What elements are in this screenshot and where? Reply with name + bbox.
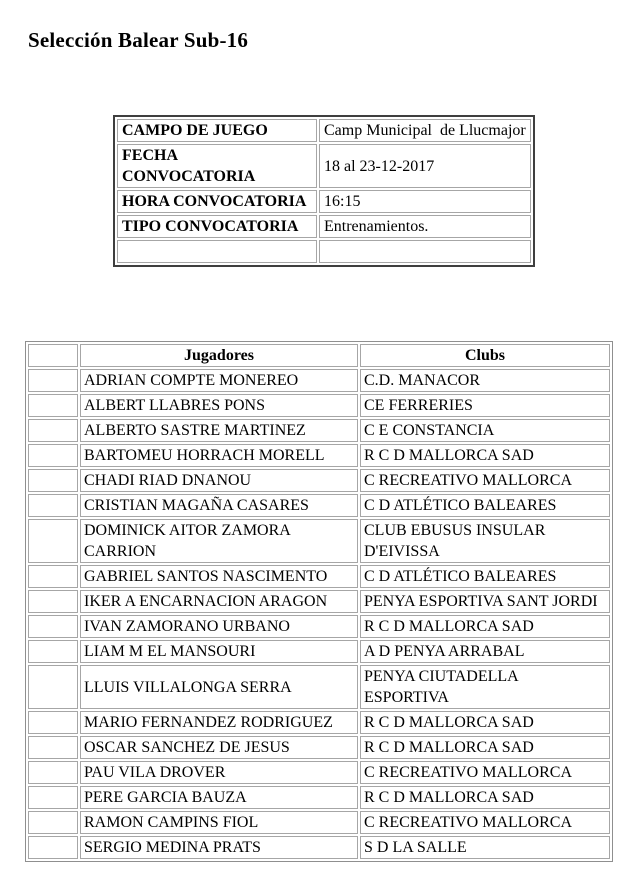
player-name-cell: SERGIO MEDINA PRATS — [80, 836, 358, 859]
player-name-cell: IKER A ENCARNACION ARAGON — [80, 590, 358, 613]
info-value-cell: Entrenamientos. — [319, 215, 531, 238]
club-name-cell: C D ATLÉTICO BALEARES — [360, 565, 610, 588]
club-name-cell: C E CONSTANCIA — [360, 419, 610, 442]
index-cell — [28, 444, 78, 467]
info-label-cell: CAMPO DE JUEGO — [117, 119, 317, 142]
clubs-column-header: Clubs — [360, 344, 610, 367]
player-row — [28, 711, 610, 734]
club-name-cell: PENYA CIUTADELLA ESPORTIVA — [360, 665, 610, 709]
player-row — [28, 444, 610, 467]
info-row — [117, 144, 531, 188]
jugadores-column-header: Jugadores — [80, 344, 358, 367]
index-cell — [28, 469, 78, 492]
club-name-cell: CE FERRERIES — [360, 394, 610, 417]
index-cell — [28, 665, 78, 709]
info-value-cell: 16:15 — [319, 190, 531, 213]
player-name-cell: CHADI RIAD DNANOU — [80, 469, 358, 492]
page-title: Selección Balear Sub-16 — [28, 28, 249, 52]
index-cell — [28, 761, 78, 784]
player-name-cell: PAU VILA DROVER — [80, 761, 358, 784]
player-row — [28, 469, 610, 492]
player-row — [28, 494, 610, 517]
index-cell — [28, 494, 78, 517]
club-name-cell: C RECREATIVO MALLORCA — [360, 761, 610, 784]
club-name-cell: R C D MALLORCA SAD — [360, 736, 610, 759]
club-name-cell: PENYA ESPORTIVA SANT JORDI — [360, 590, 610, 613]
player-row — [28, 665, 610, 709]
player-name-cell: BARTOMEU HORRACH MORELL — [80, 444, 358, 467]
info-label-cell: FECHA CONVOCATORIA — [117, 144, 317, 188]
club-name-cell: R C D MALLORCA SAD — [360, 444, 610, 467]
player-row — [28, 519, 610, 563]
index-cell — [28, 394, 78, 417]
player-name-cell: RAMON CAMPINS FIOL — [80, 811, 358, 834]
club-name-cell: C RECREATIVO MALLORCA — [360, 469, 610, 492]
info-row — [117, 240, 531, 263]
player-name-cell: DOMINICK AITOR ZAMORA CARRION — [80, 519, 358, 563]
club-name-cell: C.D. MANACOR — [360, 369, 610, 392]
index-cell — [28, 519, 78, 563]
roster-header-row — [28, 344, 610, 367]
player-row — [28, 761, 610, 784]
index-cell — [28, 811, 78, 834]
info-value-cell: Camp Municipal de Llucmajor — [319, 119, 531, 142]
player-row — [28, 369, 610, 392]
info-label-cell: TIPO CONVOCATORIA — [117, 215, 317, 238]
index-cell — [28, 640, 78, 663]
index-cell — [28, 419, 78, 442]
player-name-cell: LIAM M EL MANSOURI — [80, 640, 358, 663]
club-name-cell: C D ATLÉTICO BALEARES — [360, 494, 610, 517]
club-name-cell: CLUB EBUSUS INSULAR D'EIVISSA — [360, 519, 610, 563]
info-row — [117, 215, 531, 238]
player-name-cell: OSCAR SANCHEZ DE JESUS — [80, 736, 358, 759]
info-row — [117, 190, 531, 213]
player-name-cell: ALBERTO SASTRE MARTINEZ — [80, 419, 358, 442]
info-value-cell: 18 al 23-12-2017 — [319, 144, 531, 188]
index-cell — [28, 369, 78, 392]
club-name-cell: S D LA SALLE — [360, 836, 610, 859]
club-name-cell: R C D MALLORCA SAD — [360, 615, 610, 638]
player-row — [28, 736, 610, 759]
info-label-cell: HORA CONVOCATORIA — [117, 190, 317, 213]
index-cell — [28, 711, 78, 734]
player-row — [28, 419, 610, 442]
player-name-cell: LLUIS VILLALONGA SERRA — [80, 665, 358, 709]
club-name-cell: A D PENYA ARRABAL — [360, 640, 610, 663]
index-column-header — [28, 344, 78, 367]
index-cell — [28, 615, 78, 638]
info-row — [117, 119, 531, 142]
index-cell — [28, 590, 78, 613]
player-name-cell: CRISTIAN MAGAÑA CASARES — [80, 494, 358, 517]
index-cell — [28, 565, 78, 588]
info-value-cell — [319, 240, 531, 263]
player-name-cell: PERE GARCIA BAUZA — [80, 786, 358, 809]
club-name-cell: R C D MALLORCA SAD — [360, 786, 610, 809]
player-row — [28, 565, 610, 588]
players-roster-table — [25, 341, 613, 862]
player-name-cell: ADRIAN COMPTE MONEREO — [80, 369, 358, 392]
player-row — [28, 836, 610, 859]
index-cell — [28, 736, 78, 759]
player-row — [28, 615, 610, 638]
convocation-info-table — [113, 115, 535, 267]
info-label-cell — [117, 240, 317, 263]
player-row — [28, 394, 610, 417]
player-name-cell: MARIO FERNANDEZ RODRIGUEZ — [80, 711, 358, 734]
player-row — [28, 786, 610, 809]
player-name-cell: GABRIEL SANTOS NASCIMENTO — [80, 565, 358, 588]
club-name-cell: R C D MALLORCA SAD — [360, 711, 610, 734]
player-name-cell: ALBERT LLABRES PONS — [80, 394, 358, 417]
player-row — [28, 590, 610, 613]
index-cell — [28, 836, 78, 859]
player-name-cell: IVAN ZAMORANO URBANO — [80, 615, 358, 638]
club-name-cell: C RECREATIVO MALLORCA — [360, 811, 610, 834]
player-row — [28, 811, 610, 834]
index-cell — [28, 786, 78, 809]
player-row — [28, 640, 610, 663]
